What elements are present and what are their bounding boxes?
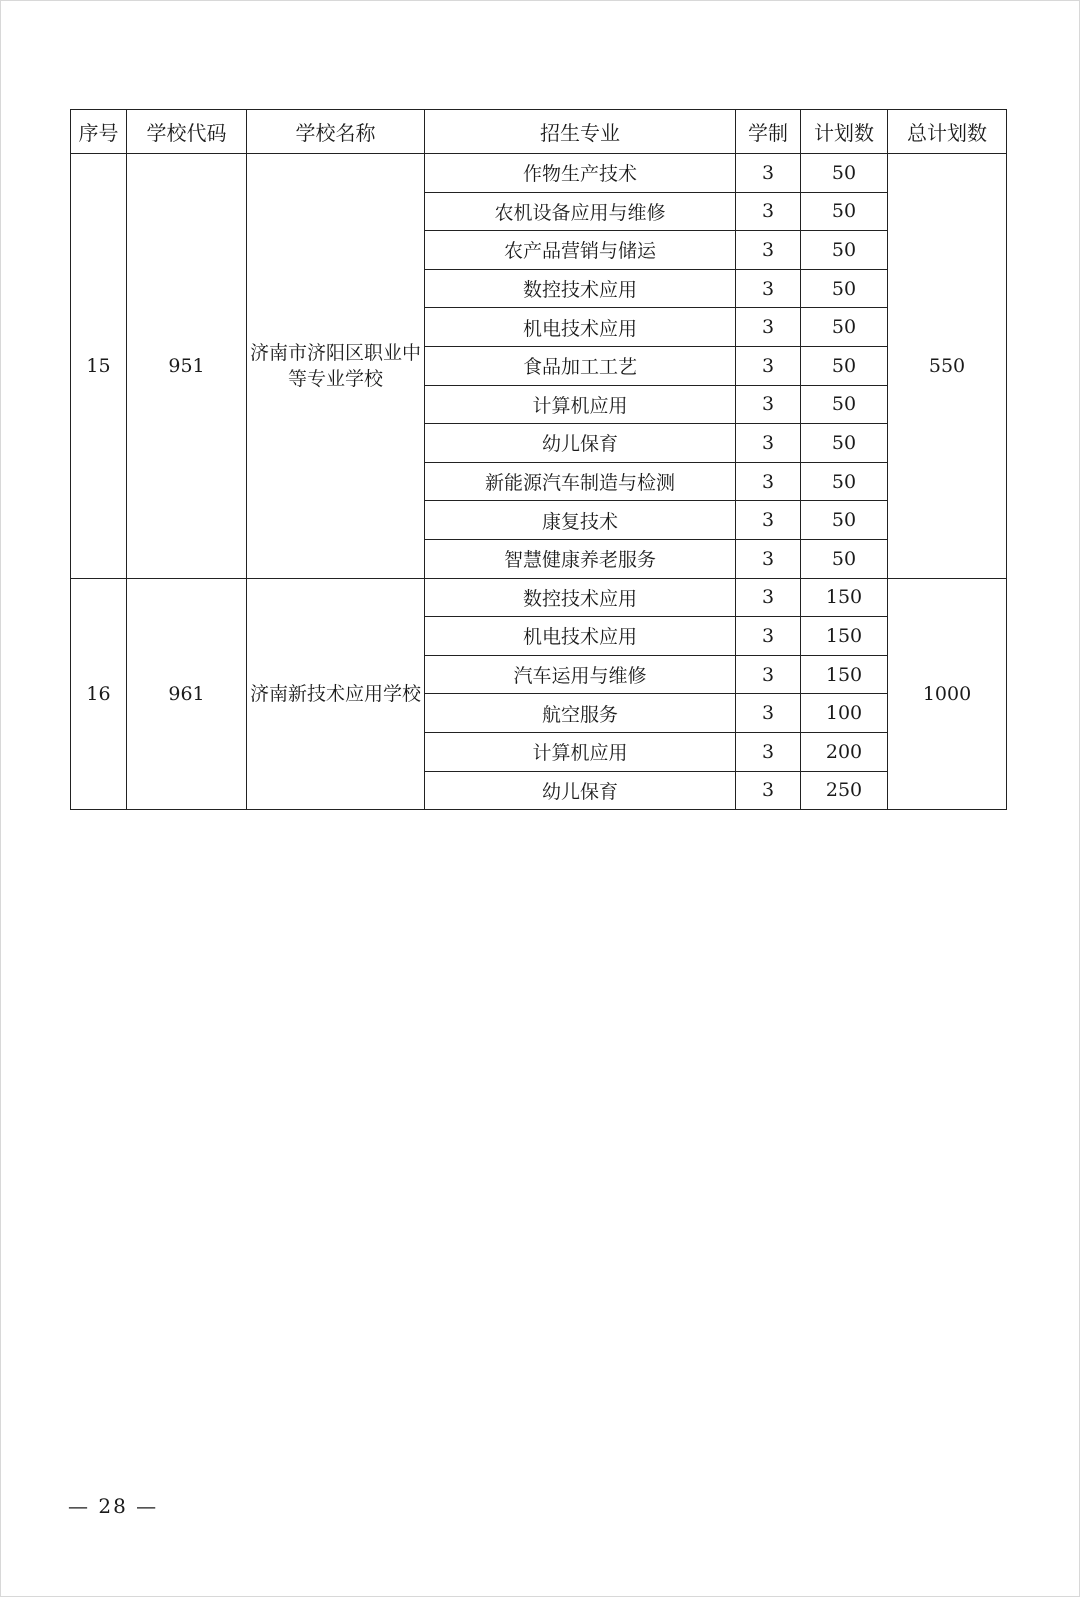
plan-cell: 50 (801, 308, 888, 347)
total-plan-cell: 550 (888, 154, 1007, 579)
duration-cell: 3 (736, 346, 801, 385)
plan-cell: 150 (801, 578, 888, 617)
header-seq: 序号 (71, 110, 127, 154)
plan-cell: 100 (801, 694, 888, 733)
major-cell: 幼儿保育 (425, 771, 736, 810)
major-cell: 计算机应用 (425, 385, 736, 424)
plan-cell: 200 (801, 732, 888, 771)
school-name-cell: 济南市济阳区职业中等专业学校 (247, 154, 425, 579)
header-school-name: 学校名称 (247, 110, 425, 154)
plan-cell: 50 (801, 424, 888, 463)
duration-cell: 3 (736, 771, 801, 810)
school-code-cell: 951 (127, 154, 247, 579)
duration-cell: 3 (736, 732, 801, 771)
major-cell: 智慧健康养老服务 (425, 539, 736, 578)
duration-cell: 3 (736, 231, 801, 270)
major-cell: 计算机应用 (425, 732, 736, 771)
school-code-cell: 961 (127, 578, 247, 810)
table-row (71, 154, 1007, 193)
major-cell: 机电技术应用 (425, 617, 736, 656)
duration-cell: 3 (736, 385, 801, 424)
duration-cell: 3 (736, 501, 801, 540)
duration-cell: 3 (736, 578, 801, 617)
duration-cell: 3 (736, 154, 801, 193)
major-cell: 新能源汽车制造与检测 (425, 462, 736, 501)
plan-cell: 50 (801, 192, 888, 231)
duration-cell: 3 (736, 539, 801, 578)
major-cell: 农机设备应用与维修 (425, 192, 736, 231)
duration-cell: 3 (736, 308, 801, 347)
duration-cell: 3 (736, 655, 801, 694)
plan-cell: 50 (801, 346, 888, 385)
plan-cell: 50 (801, 154, 888, 193)
seq-cell: 15 (71, 154, 127, 579)
school-name-cell: 济南新技术应用学校 (247, 578, 425, 810)
duration-cell: 3 (736, 424, 801, 463)
major-cell: 机电技术应用 (425, 308, 736, 347)
major-cell: 康复技术 (425, 501, 736, 540)
major-cell: 航空服务 (425, 694, 736, 733)
plan-cell: 250 (801, 771, 888, 810)
header-duration: 学制 (736, 110, 801, 154)
duration-cell: 3 (736, 192, 801, 231)
major-cell: 农产品营销与储运 (425, 231, 736, 270)
plan-cell: 50 (801, 501, 888, 540)
duration-cell: 3 (736, 617, 801, 656)
plan-cell: 50 (801, 462, 888, 501)
plan-cell: 50 (801, 539, 888, 578)
header-school-code: 学校代码 (127, 110, 247, 154)
plan-cell: 50 (801, 385, 888, 424)
enrollment-plan-table (70, 109, 1007, 810)
plan-cell: 50 (801, 269, 888, 308)
major-cell: 作物生产技术 (425, 154, 736, 193)
page-number: — 28 — (68, 1494, 159, 1518)
major-cell: 汽车运用与维修 (425, 655, 736, 694)
major-cell: 数控技术应用 (425, 269, 736, 308)
header-total-plan: 总计划数 (888, 110, 1007, 154)
plan-cell: 150 (801, 655, 888, 694)
header-row (71, 110, 1007, 154)
header-plan: 计划数 (801, 110, 888, 154)
header-major: 招生专业 (425, 110, 736, 154)
major-cell: 幼儿保育 (425, 424, 736, 463)
duration-cell: 3 (736, 694, 801, 733)
table-row (71, 578, 1007, 617)
plan-cell: 150 (801, 617, 888, 656)
table-body (71, 154, 1007, 810)
seq-cell: 16 (71, 578, 127, 810)
plan-cell: 50 (801, 231, 888, 270)
duration-cell: 3 (736, 462, 801, 501)
major-cell: 数控技术应用 (425, 578, 736, 617)
total-plan-cell: 1000 (888, 578, 1007, 810)
duration-cell: 3 (736, 269, 801, 308)
major-cell: 食品加工工艺 (425, 346, 736, 385)
